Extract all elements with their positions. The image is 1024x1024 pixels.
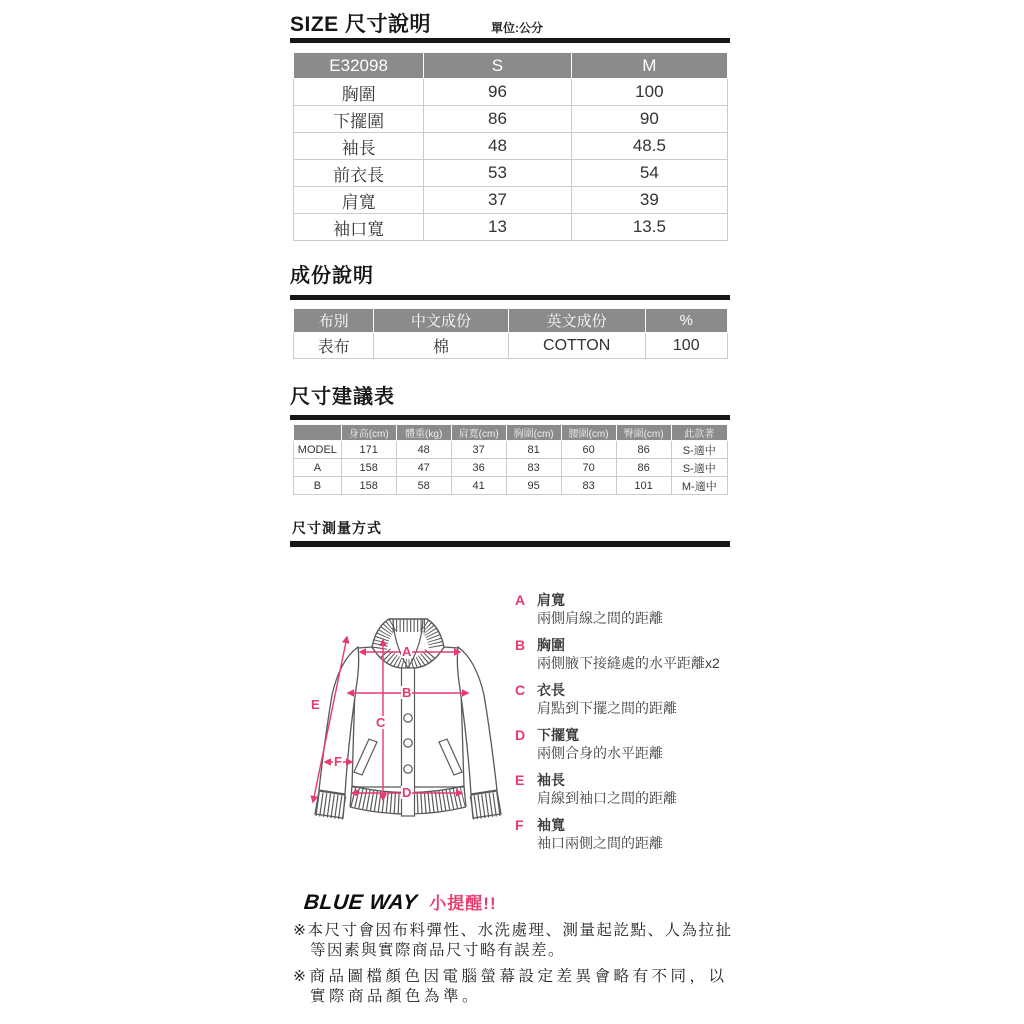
table-cell: 158 <box>341 477 396 495</box>
composition-title: 成份說明 <box>290 265 374 287</box>
legend-letter: F <box>515 817 524 833</box>
content-column <box>290 0 780 1024</box>
table-cell: 100 <box>645 333 727 359</box>
table-cell: 36 <box>451 459 506 477</box>
unit-label: 單位:公分 <box>491 21 544 35</box>
legend-label: 袖寬 <box>537 817 565 833</box>
note-line: ※本尺寸會因布料彈性、水洗處理、測量起訖點、人為拉扯 <box>293 922 733 939</box>
legend-title-line <box>515 592 780 609</box>
legend-label: 袖長 <box>537 772 565 788</box>
header-row <box>294 425 728 441</box>
section-divider <box>290 295 730 300</box>
legend-letter: E <box>515 772 525 788</box>
table-cell: S-適中 <box>671 459 727 477</box>
column-header: E32098 <box>294 53 424 79</box>
column-header: 英文成份 <box>508 309 645 333</box>
legend-entry <box>515 772 780 806</box>
legend-label: 肩寬 <box>537 592 565 608</box>
legend-label: 胸圍 <box>537 637 565 653</box>
legend-description: 袖口兩側之間的距離 <box>537 835 663 851</box>
table-row <box>294 79 728 106</box>
table-cell: 前衣長 <box>294 160 424 187</box>
table-cell: 48 <box>424 133 572 160</box>
brand-logo: BLUE WAY <box>302 891 419 914</box>
column-header: 腰圍(cm) <box>561 425 616 441</box>
suggestion-title: 尺寸建議表 <box>290 386 395 408</box>
table-cell: M-適中 <box>671 477 727 495</box>
table-cell: 171 <box>341 441 396 459</box>
legend-title-line <box>515 817 780 834</box>
footer-notes <box>293 921 763 1013</box>
footer-brand-row <box>304 889 497 915</box>
table-cell: S-適中 <box>671 441 727 459</box>
table-cell: 158 <box>341 459 396 477</box>
marker-C: C <box>376 715 386 730</box>
table-cell: 13 <box>424 214 572 241</box>
legend-label: 衣長 <box>537 682 565 698</box>
table-row <box>294 477 728 495</box>
marker-B: B <box>402 685 412 700</box>
column-header: S <box>424 53 572 79</box>
section-divider <box>290 541 730 547</box>
size-table <box>293 52 728 241</box>
table-cell: 39 <box>571 187 727 214</box>
legend-description: 兩側肩線之間的距離 <box>537 610 663 626</box>
table-cell: COTTON <box>508 333 645 359</box>
table-cell: 86 <box>616 441 671 459</box>
reminder-label: 小提醒!! <box>429 894 497 913</box>
table-cell: 下擺圍 <box>294 106 424 133</box>
left-cuff-ribbing <box>317 804 346 808</box>
legend-entry <box>515 727 780 761</box>
legend-title-line <box>515 682 780 699</box>
jacket-illustration-svg <box>290 585 530 847</box>
marker-A: A <box>402 644 412 659</box>
legend-entry <box>515 592 780 626</box>
column-header: % <box>645 309 727 333</box>
table-cell: 胸圍 <box>294 79 424 106</box>
table-row <box>294 459 728 477</box>
page-title: SIZE 尺寸說明 <box>290 13 432 36</box>
table-cell: B <box>294 477 342 495</box>
table-cell: 棉 <box>374 333 509 359</box>
table-cell: 70 <box>561 459 616 477</box>
table-cell: 袖長 <box>294 133 424 160</box>
header-row <box>294 309 728 333</box>
table-cell: 41 <box>451 477 506 495</box>
table-cell: 101 <box>616 477 671 495</box>
composition-table <box>293 308 728 359</box>
table-row <box>294 333 728 359</box>
section-divider <box>290 415 730 420</box>
note-line: 實際商品顏色為準。 <box>310 988 482 1005</box>
legend-letter: D <box>515 727 526 743</box>
legend-title-line <box>515 637 780 654</box>
table-cell: 86 <box>424 106 572 133</box>
measure-title: 尺寸測量方式 <box>292 520 382 536</box>
column-header <box>294 425 342 441</box>
table-cell: 37 <box>451 441 506 459</box>
table-row <box>294 106 728 133</box>
column-header: 身高(cm) <box>341 425 396 441</box>
table-cell: A <box>294 459 342 477</box>
note-line: 等因素與實際商品尺寸略有誤差。 <box>310 942 566 959</box>
table-cell: 袖口寬 <box>294 214 424 241</box>
note-line: ※商品圖檔顏色因電腦螢幕設定差異會略有不同，以 <box>293 968 728 985</box>
legend-description: 兩側合身的水平距離 <box>537 745 663 761</box>
legend-label: 下擺寬 <box>537 727 579 743</box>
table-cell: 86 <box>616 459 671 477</box>
button <box>404 739 412 747</box>
table-cell: 95 <box>506 477 561 495</box>
size-section-header <box>290 8 543 38</box>
legend-letter: B <box>515 637 526 653</box>
legend-description: 肩線到袖口之間的距離 <box>537 790 677 806</box>
legend-letter: C <box>515 682 526 698</box>
table-row <box>294 187 728 214</box>
legend-entry <box>515 817 780 851</box>
legend-title-line <box>515 727 780 744</box>
legend-entry <box>515 682 780 716</box>
marker-E: E <box>311 697 320 712</box>
table-cell: 13.5 <box>571 214 727 241</box>
table-cell: 58 <box>396 477 451 495</box>
column-header: 布別 <box>294 309 374 333</box>
legend-letter: A <box>515 592 526 608</box>
table-cell: 90 <box>571 106 727 133</box>
button <box>404 714 412 722</box>
section-divider <box>290 38 730 43</box>
column-header: 此款著 <box>671 425 727 441</box>
column-header: 體重(kg) <box>396 425 451 441</box>
table-cell: 37 <box>424 187 572 214</box>
table-row <box>294 441 728 459</box>
table-cell: 53 <box>424 160 572 187</box>
table-cell: 83 <box>561 477 616 495</box>
column-header: 肩寬(cm) <box>451 425 506 441</box>
table-row <box>294 214 728 241</box>
table-cell: 83 <box>506 459 561 477</box>
marker-D: D <box>402 785 412 800</box>
right-cuff-ribbing <box>470 804 499 808</box>
header-row <box>294 53 728 79</box>
table-cell: 54 <box>571 160 727 187</box>
marker-F: F <box>334 754 342 769</box>
table-cell: 96 <box>424 79 572 106</box>
column-header: 臀圍(cm) <box>616 425 671 441</box>
table-cell: MODEL <box>294 441 342 459</box>
button <box>404 765 412 773</box>
legend-title-line <box>515 772 780 789</box>
note-item <box>293 967 763 1007</box>
note-item <box>293 921 763 961</box>
table-cell: 100 <box>571 79 727 106</box>
legend-description: 兩側腋下接縫處的水平距離x2 <box>537 655 720 671</box>
table-cell: 47 <box>396 459 451 477</box>
table-row <box>294 160 728 187</box>
table-cell: 表布 <box>294 333 374 359</box>
column-header: M <box>571 53 727 79</box>
column-header: 胸圍(cm) <box>506 425 561 441</box>
column-header: 中文成份 <box>374 309 509 333</box>
legend-description: 肩點到下擺之間的距離 <box>537 700 677 716</box>
measure-legend <box>515 592 780 862</box>
legend-entry <box>515 637 780 671</box>
table-cell: 81 <box>506 441 561 459</box>
garment-measure-diagram <box>290 585 530 847</box>
table-cell: 48.5 <box>571 133 727 160</box>
table-cell: 60 <box>561 441 616 459</box>
table-cell: 肩寬 <box>294 187 424 214</box>
suggestion-table <box>293 424 728 495</box>
table-cell: 48 <box>396 441 451 459</box>
table-row <box>294 133 728 160</box>
